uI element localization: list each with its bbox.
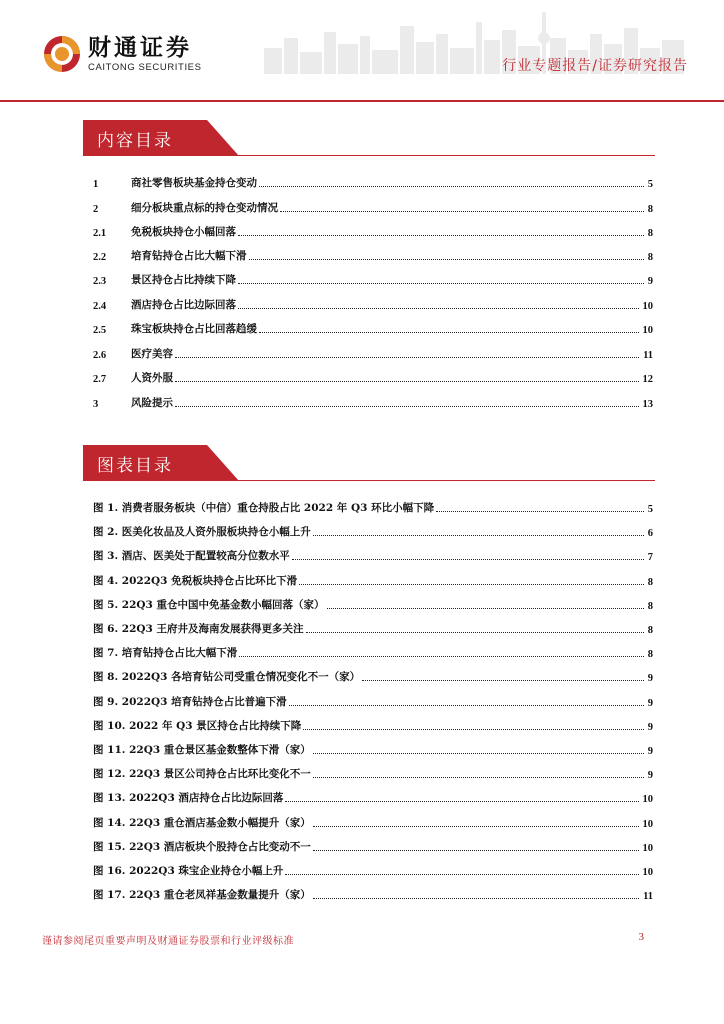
toc-entry[interactable] bbox=[93, 221, 653, 239]
report-type-label: 行业专题报告/证券研究报告 bbox=[502, 58, 688, 74]
toc-banner bbox=[83, 120, 655, 160]
dot-leader bbox=[238, 234, 644, 236]
dot-leader bbox=[175, 380, 639, 382]
page-header bbox=[0, 0, 724, 104]
figure-entry-title: 图 16. 2022Q3 珠宝企业持仓小幅上升 bbox=[93, 865, 284, 877]
dot-leader bbox=[306, 631, 644, 633]
toc-entry-page: 13 bbox=[642, 399, 653, 410]
figure-entry-page: 10 bbox=[642, 819, 653, 830]
dot-leader bbox=[239, 655, 643, 657]
dot-leader bbox=[259, 331, 639, 333]
toc-entry-title: 细分板块重点标的持仓变动情况 bbox=[131, 202, 278, 214]
toc-entry-title: 医疗美容 bbox=[131, 348, 173, 360]
dot-leader bbox=[259, 185, 644, 187]
figure-entry-page: 8 bbox=[647, 625, 653, 636]
toc-entry-number: 2.6 bbox=[93, 350, 107, 361]
figure-entry-title: 图 7. 培育钻持仓占比大幅下滑 bbox=[93, 647, 238, 659]
company-logo bbox=[42, 34, 202, 74]
figure-entry-page: 8 bbox=[647, 649, 653, 660]
figure-entry-title: 图 10. 2022 年 Q3 景区持仓占比持续下降 bbox=[93, 720, 302, 732]
figure-entry-page: 9 bbox=[647, 770, 653, 781]
figure-entry[interactable] bbox=[93, 763, 653, 781]
figure-entry-page: 11 bbox=[643, 891, 653, 902]
figure-entry[interactable] bbox=[93, 570, 653, 588]
toc-entry[interactable] bbox=[93, 367, 653, 385]
toc-entry-number: 2.3 bbox=[93, 276, 107, 287]
figures-banner-rule bbox=[233, 480, 655, 481]
dot-leader bbox=[238, 282, 644, 284]
page-number: 3 bbox=[638, 931, 644, 943]
toc-entry-page: 8 bbox=[647, 252, 653, 263]
figure-entry[interactable] bbox=[93, 545, 653, 563]
toc-entry-number: 2.1 bbox=[93, 228, 107, 239]
figure-entry[interactable] bbox=[93, 642, 653, 660]
figure-entry-page: 10 bbox=[642, 794, 653, 805]
figure-entry-title: 图 11. 22Q3 重仓景区基金数整体下滑（家） bbox=[93, 744, 311, 756]
figure-entry[interactable] bbox=[93, 836, 653, 854]
toc-entry[interactable] bbox=[93, 245, 653, 263]
toc-entry-page: 5 bbox=[647, 179, 653, 190]
logo-chinese-name: 财通证券 bbox=[88, 35, 192, 61]
figure-entry-title: 图 13. 2022Q3 酒店持仓占比边际回落 bbox=[93, 792, 284, 804]
figure-entry[interactable] bbox=[93, 884, 653, 902]
dot-leader bbox=[313, 752, 644, 754]
figure-entry-title: 图 4. 2022Q3 免税板块持仓占比环比下滑 bbox=[93, 575, 298, 587]
figure-entry-title: 图 17. 22Q3 重仓老凤祥基金数量提升（家） bbox=[93, 889, 311, 901]
toc-entry-title: 商社零售板块基金持仓变动 bbox=[131, 177, 257, 189]
figure-entry-title: 图 15. 22Q3 酒店板块个股持仓占比变动不一 bbox=[93, 841, 311, 853]
toc-entry-number: 2 bbox=[93, 204, 99, 215]
toc-entry-title: 珠宝板块持仓占比回落趋缓 bbox=[131, 323, 257, 335]
figures-banner bbox=[83, 445, 655, 485]
dot-leader bbox=[238, 307, 639, 309]
toc-entry-page: 10 bbox=[642, 301, 653, 312]
toc-entry-title: 培育钻持仓占比大幅下滑 bbox=[131, 250, 247, 262]
figure-entry-title: 图 2. 医美化妆品及人资外服板块持仓小幅上升 bbox=[93, 526, 311, 538]
figure-entry[interactable] bbox=[93, 739, 653, 757]
figure-entry-page: 10 bbox=[642, 843, 653, 854]
figure-entry-page: 9 bbox=[647, 746, 653, 757]
figure-entry-title: 图 1. 消费者服务板块（中信）重仓持股占比 2022 年 Q3 环比小幅下降 bbox=[93, 502, 435, 514]
figure-entry[interactable] bbox=[93, 497, 653, 515]
toc-entry-page: 9 bbox=[647, 276, 653, 287]
figure-entry-page: 9 bbox=[647, 722, 653, 733]
toc-entry[interactable] bbox=[93, 197, 653, 215]
toc-entry-number: 2.7 bbox=[93, 374, 107, 385]
figure-entry-page: 8 bbox=[647, 577, 653, 588]
dot-leader bbox=[313, 534, 644, 536]
figure-entry-title: 图 8. 2022Q3 各培育钻公司受重仓情况变化不一（家） bbox=[93, 671, 361, 683]
toc-entry-title: 免税板块持仓小幅回落 bbox=[131, 226, 236, 238]
toc-entry-number: 2.5 bbox=[93, 325, 107, 336]
footer-disclaimer: 谨请参阅尾页重要声明及财通证券股票和行业评级标准 bbox=[42, 936, 294, 947]
figure-entry-title: 图 9. 2022Q3 培育钻持仓占比普遍下滑 bbox=[93, 696, 287, 708]
toc-entry-number: 1 bbox=[93, 179, 99, 190]
dot-leader bbox=[313, 849, 639, 851]
toc-entry-title: 风险提示 bbox=[131, 397, 173, 409]
toc-entry-page: 12 bbox=[642, 374, 653, 385]
toc-entry-number: 2.4 bbox=[93, 301, 107, 312]
toc-entry-page: 11 bbox=[643, 350, 653, 361]
figure-entry-page: 6 bbox=[647, 528, 653, 539]
figure-entry-title: 图 12. 22Q3 景区公司持仓占比环比变化不一 bbox=[93, 768, 311, 780]
toc-entry-number: 3 bbox=[93, 399, 99, 410]
caitong-logo-icon bbox=[42, 34, 82, 74]
dot-leader bbox=[249, 258, 644, 260]
toc-entry[interactable] bbox=[93, 269, 653, 287]
figure-entry-page: 9 bbox=[647, 698, 653, 709]
dot-leader bbox=[313, 897, 639, 899]
figure-entry-page: 9 bbox=[647, 673, 653, 684]
figure-entry[interactable] bbox=[93, 666, 653, 684]
toc-entry[interactable] bbox=[93, 318, 653, 336]
toc-entry-title: 景区持仓占比持续下降 bbox=[131, 274, 236, 286]
dot-leader bbox=[285, 873, 638, 875]
toc-entry-page: 8 bbox=[647, 204, 653, 215]
dot-leader bbox=[175, 405, 639, 407]
dot-leader bbox=[175, 356, 639, 358]
header-divider bbox=[0, 100, 724, 102]
figure-entry[interactable] bbox=[93, 812, 653, 830]
figure-entry-page: 5 bbox=[647, 504, 653, 515]
logo-english-name: CAITONG SECURITIES bbox=[88, 62, 202, 73]
dot-leader bbox=[313, 776, 644, 778]
figure-entry-page: 7 bbox=[647, 552, 653, 563]
dot-leader bbox=[313, 825, 639, 827]
toc-entry-title: 酒店持仓占比边际回落 bbox=[131, 299, 236, 311]
dot-leader bbox=[436, 510, 644, 512]
figure-entry[interactable] bbox=[93, 521, 653, 539]
toc-banner-rule bbox=[233, 155, 655, 156]
figure-entry[interactable] bbox=[93, 715, 653, 733]
toc-entry-page: 8 bbox=[647, 228, 653, 239]
figure-entry-page: 10 bbox=[642, 867, 653, 878]
dot-leader bbox=[289, 704, 644, 706]
figure-entry-title: 图 3. 酒店、医美处于配置较高分位数水平 bbox=[93, 550, 290, 562]
figure-entry[interactable] bbox=[93, 860, 653, 878]
figure-entry-title: 图 6. 22Q3 王府井及海南发展获得更多关注 bbox=[93, 623, 304, 635]
toc-entry[interactable] bbox=[93, 392, 653, 410]
figure-entry[interactable] bbox=[93, 691, 653, 709]
figure-entry[interactable] bbox=[93, 787, 653, 805]
figure-entry-page: 8 bbox=[647, 601, 653, 612]
dot-leader bbox=[292, 558, 644, 560]
figures-title: 图表目录 bbox=[97, 456, 173, 476]
toc-entry-page: 10 bbox=[642, 325, 653, 336]
toc-entry[interactable] bbox=[93, 172, 653, 190]
toc-entry[interactable] bbox=[93, 343, 653, 361]
dot-leader bbox=[280, 210, 644, 212]
figure-entry-title: 图 14. 22Q3 重仓酒店基金数小幅提升（家） bbox=[93, 817, 311, 829]
dot-leader bbox=[299, 583, 644, 585]
toc-title: 内容目录 bbox=[97, 131, 173, 151]
dot-leader bbox=[327, 607, 644, 609]
dot-leader bbox=[285, 800, 638, 802]
dot-leader bbox=[303, 728, 644, 730]
figure-entry[interactable] bbox=[93, 594, 653, 612]
figure-entry[interactable] bbox=[93, 618, 653, 636]
toc-entry-title: 人资外服 bbox=[131, 372, 173, 384]
toc-entry-number: 2.2 bbox=[93, 252, 107, 263]
figure-entry-title: 图 5. 22Q3 重仓中国中免基金数小幅回落（家） bbox=[93, 599, 325, 611]
toc-entry[interactable] bbox=[93, 294, 653, 312]
dot-leader bbox=[362, 679, 644, 681]
